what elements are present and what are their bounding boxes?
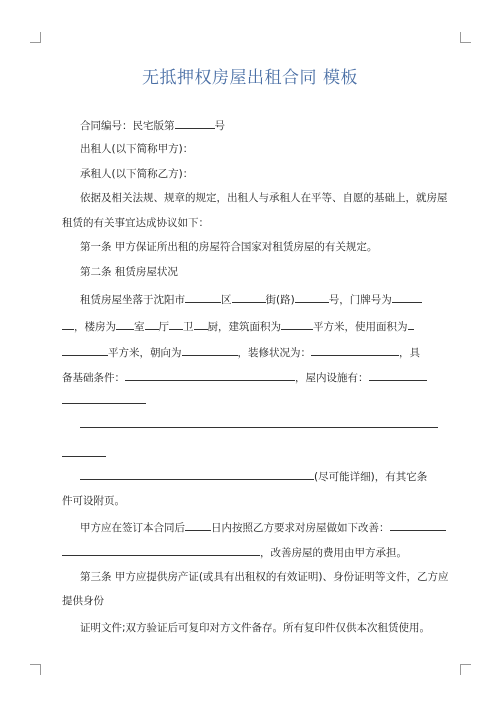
blank-field — [392, 291, 422, 303]
blank-field — [281, 318, 313, 330]
improvement-continuation: ，改善房屋的费用由甲方承担。 — [62, 544, 440, 560]
improvement-line: 甲方应在签订本合同后 日内按照乙方要求对房屋做如下改善： — [62, 519, 458, 535]
blank-field — [145, 318, 159, 330]
layout-line: ，楼房为 室 厅 卫 厨，建筑面积为 平方米，使用面积为 — [62, 318, 440, 334]
blank-field — [185, 291, 221, 303]
article-3-line-1: 第三条 甲方应提供房产证(或具有出租权的有效证明)、身份证明等文件，乙方应 — [80, 571, 449, 583]
blank-field — [62, 344, 108, 356]
facilities-line: 备基础条件： ，屋内设施有： — [62, 369, 440, 385]
crop-mark-bottom-left — [30, 664, 41, 675]
blank-field — [175, 117, 215, 129]
article-3-line-3: 证明文件;双方验证后可复印对方文件备存。所有复印件仅供本次租赁使用。 — [80, 622, 431, 634]
article-2-heading: 第二条 租赁房屋状况 — [80, 266, 178, 278]
blank-field — [125, 369, 295, 381]
blank-field — [62, 544, 260, 556]
blank-field — [62, 392, 146, 404]
blank-field — [185, 519, 211, 531]
blank-field — [408, 318, 414, 330]
blank-line-short — [62, 445, 440, 461]
detail-continuation: 件可设附页。 — [62, 495, 125, 507]
blank-field — [194, 318, 208, 330]
article-3-line-2: 提供身份 — [62, 595, 104, 607]
blank-field — [116, 318, 134, 330]
blank-field — [80, 468, 314, 480]
basis-line-2: 租赁的有关事宜达成协议如下： — [62, 217, 209, 229]
blank-field — [62, 318, 74, 330]
blank-field — [62, 445, 106, 457]
blank-field — [232, 291, 266, 303]
blank-field — [169, 318, 183, 330]
article-1: 第一条 甲方保证所出租的房屋符合国家对租赁房屋的有关规定。 — [80, 241, 378, 253]
lessee-line: 承租人(以下简称乙方)： — [80, 168, 194, 180]
document-title: 无抵押权房屋出租合同 模板 — [142, 68, 358, 88]
contract-number-line: 合同编号：民宅版第 号 — [62, 117, 458, 133]
crop-mark-top-right — [460, 32, 471, 43]
crop-mark-bottom-right — [460, 664, 471, 675]
blank-field — [182, 344, 238, 356]
basis-line-1: 依据及相关法规、规章的规定，出租人与承租人在平等、自愿的基础上，就房屋 — [80, 192, 448, 204]
blank-field — [369, 369, 427, 381]
blank-field — [295, 291, 329, 303]
blank-field — [311, 344, 399, 356]
area-line: 平方米，朝向为 ，装修状况为： ，具 — [62, 344, 440, 360]
detail-line: (尽可能详细)，有其它条 — [62, 468, 458, 484]
blank-field — [390, 519, 446, 531]
location-line: 租赁房屋坐落于沈阳市 区 街(路) 号，门牌号为 — [62, 291, 458, 307]
facilities-continuation — [62, 392, 440, 408]
blank-line-full — [80, 427, 438, 428]
lessor-line: 出租人(以下简称甲方)： — [80, 143, 194, 155]
crop-mark-top-left — [30, 32, 41, 43]
